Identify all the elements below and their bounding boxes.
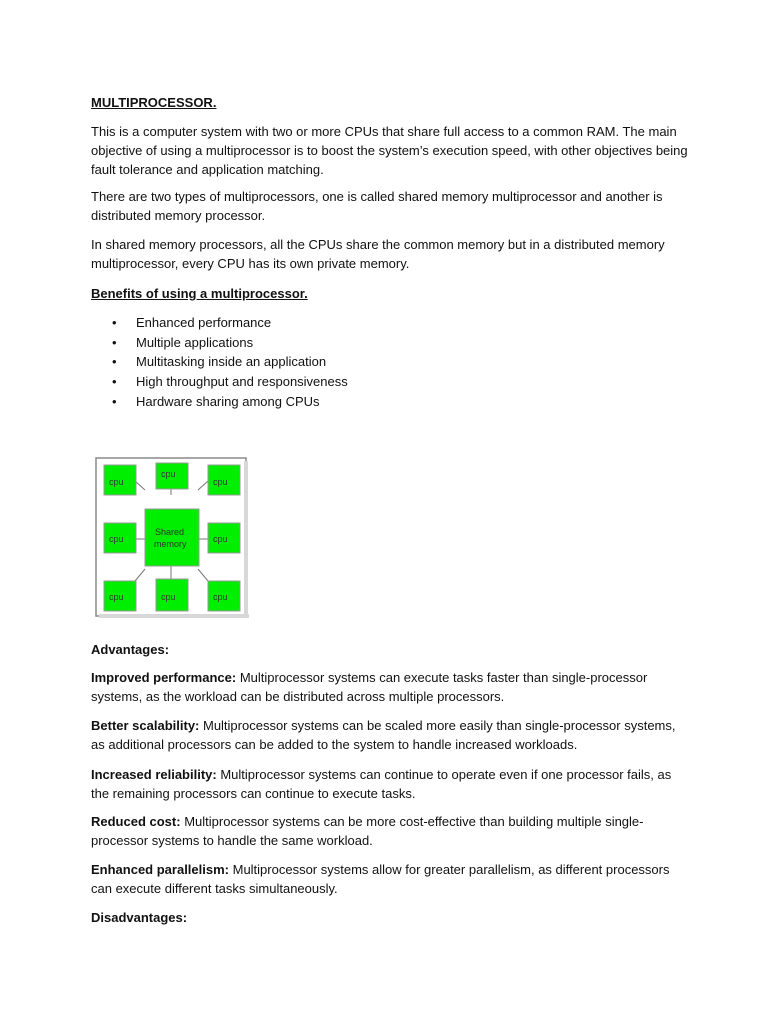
cpu-box-bottom-right: [208, 581, 240, 611]
advantage-term: Improved performance:: [91, 670, 237, 685]
shared-memory-paragraph: In shared memory processors, all the CPUs share the common memory but in a distributed memory multiprocessor, every CPU has its own private memory.: [91, 237, 665, 271]
advantage-paragraph: [91, 716, 691, 754]
cpu-label: cpu: [213, 592, 228, 602]
intro-paragraph: This is a computer system with two or more CPUs that share full access to a common RAM. The main objective of using a multiprocessor is to boost the system’s execution speed, with other objectives being fault tolerance and application matching.: [91, 124, 688, 177]
list-item-label: Multitasking inside an application: [136, 354, 327, 370]
cpu-label: cpu: [109, 477, 124, 487]
cpu-label: cpu: [161, 469, 176, 479]
list-item-label: Hardware sharing among CPUs: [136, 393, 320, 409]
benefits-heading: Benefits of using a multiprocessor.: [91, 286, 308, 301]
memory-label-line2: memory: [154, 539, 187, 549]
types-paragraph: There are two types of multiprocessors, one is called shared memory multiprocessor and another is distributed memory processor.: [91, 189, 663, 223]
shared-memory-diagram: [93, 455, 249, 620]
cpu-box-mid-left: [104, 523, 136, 553]
advantage-text: Multiprocessor systems can continue to operate even if one processor fails, as the remaining processors can continue to execute tasks.: [91, 767, 672, 801]
advantage-text: Multiprocessor systems allow for greater parallelism, as different processors can execute different tasks simultaneously.: [91, 862, 670, 896]
cpu-box-bottom-left: [104, 581, 136, 611]
bullet-icon: •: [112, 315, 117, 330]
cpu-label: cpu: [161, 592, 176, 602]
cpu-box-top-center: [156, 463, 188, 489]
list-item: [112, 392, 348, 412]
advantage-term: Better scalability:: [91, 718, 200, 733]
memory-box: [145, 509, 199, 566]
advantages-heading: Advantages:: [91, 642, 170, 657]
shared-memory-box: [145, 509, 199, 566]
list-item-label: Multiple applications: [136, 334, 254, 350]
advantage-text: Multiprocessor systems can execute tasks faster than single-processor systems, as the workload can be distributed across multiple processors.: [91, 670, 648, 704]
bullet-icon: •: [112, 374, 117, 390]
advantage-paragraph: [91, 860, 691, 898]
diagram-shadow: [99, 614, 249, 618]
diagram-svg: [93, 455, 249, 620]
bullet-icon: •: [112, 393, 117, 409]
cpu-label: cpu: [213, 534, 228, 544]
list-item: [112, 333, 348, 353]
list-item-label: Enhanced performance: [136, 315, 272, 330]
benefits-list: [112, 313, 348, 411]
cpu-box-mid-right: [208, 523, 240, 553]
advantage-paragraph: [91, 765, 691, 803]
cpu-label: cpu: [109, 534, 124, 544]
list-item: [112, 352, 348, 372]
list-item: [112, 372, 348, 392]
advantage-text: Multiprocessor systems can be scaled more easily than single-processor systems, as additional processors can be added to the system to handle increased workloads.: [91, 718, 676, 752]
cpu-label: cpu: [109, 592, 124, 602]
cpu-box-top-right: [208, 465, 240, 495]
bullet-icon: •: [112, 334, 117, 350]
list-item: [112, 313, 348, 333]
advantage-paragraph: [91, 668, 691, 706]
advantage-term: Enhanced parallelism:: [91, 862, 229, 877]
bullet-icon: •: [112, 354, 117, 370]
advantage-term: Reduced cost:: [91, 814, 181, 829]
cpu-box-top-left: [104, 465, 136, 495]
cpu-box-bottom-center: [156, 579, 188, 611]
advantage-term: Increased reliability:: [91, 767, 217, 782]
cpu-label: cpu: [213, 477, 228, 487]
disadvantages-heading: Disadvantages:: [91, 910, 188, 925]
advantage-text: Multiprocessor systems can be more cost-effective than building multiple single-processor systems to handle the same workload.: [91, 814, 644, 848]
list-item-label: High throughput and responsiveness: [136, 374, 348, 390]
memory-label-line1: Shared: [155, 527, 185, 537]
page-title: MULTIPROCESSOR.: [91, 95, 217, 110]
advantage-paragraph: [91, 812, 691, 850]
diagram-shadow-right: [244, 461, 248, 618]
